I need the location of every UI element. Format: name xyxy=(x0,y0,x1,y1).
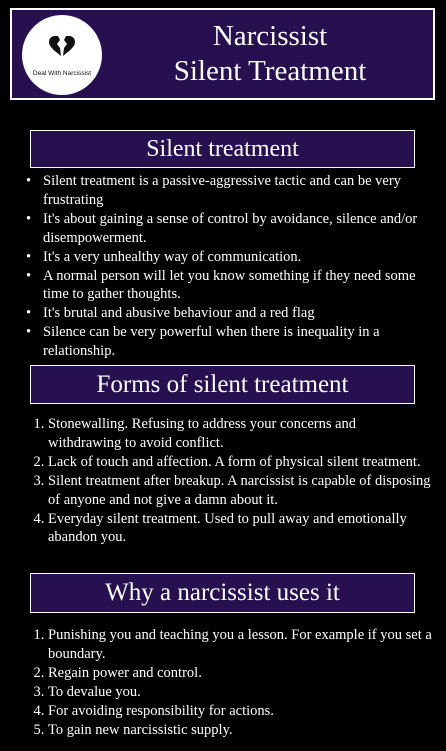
section-heading-silent-treatment: Silent treatment xyxy=(30,130,415,168)
broken-heart-icon xyxy=(48,32,76,58)
forms-list xyxy=(18,415,432,547)
why-list xyxy=(18,626,432,739)
section-heading-forms: Forms of silent treatment xyxy=(30,365,415,404)
list-item: 2. Lack of touch and affection. A form of physical silent treatment. xyxy=(48,453,432,472)
list-item: 1. Punishing you and teaching you a lesson. For example if you set a boundary. xyxy=(48,626,432,664)
logo xyxy=(22,15,102,95)
section-heading-why: Why a narcissist uses it xyxy=(30,573,415,613)
list-item: • It's about gaining a sense of control by avoidance, silence and/or disempowerment. xyxy=(43,210,426,248)
list-item: • Silent treatment is a passive-aggressive tactic and can be very frustrating xyxy=(43,172,426,210)
list-item: 3. To devalue you. xyxy=(48,683,432,702)
silent-treatment-list xyxy=(18,172,426,361)
page-title xyxy=(112,19,428,89)
list-item: • A normal person will let you know something if they need some time to gather thoughts. xyxy=(43,267,426,305)
list-item: 2. Regain power and control. xyxy=(48,664,432,683)
title-line-1: Narcissist xyxy=(212,20,328,52)
list-item: 5. To gain new narcissistic supply. xyxy=(48,721,432,740)
list-item: • It's brutal and abusive behaviour and a red flag xyxy=(43,304,426,323)
header-banner xyxy=(10,8,435,100)
list-item: • It's a very unhealthy way of communication. xyxy=(43,248,426,267)
logo-text: Deal With Narcissist xyxy=(32,70,92,77)
title-line-2: Silent Treatment xyxy=(173,55,367,87)
list-item: • Silence can be very powerful when there is inequality in a relationship. xyxy=(43,323,426,361)
list-item: 4. Everyday silent treatment. Used to pull away and emotionally abandon you. xyxy=(48,510,432,548)
list-item: 4. For avoiding responsibility for actions. xyxy=(48,702,432,721)
list-item: 1. Stonewalling. Refusing to address your concerns and withdrawing to avoid conflict. xyxy=(48,415,432,453)
list-item: 3. Silent treatment after breakup. A narcissist is capable of disposing of anyone and not give a damn about it. xyxy=(48,472,432,510)
